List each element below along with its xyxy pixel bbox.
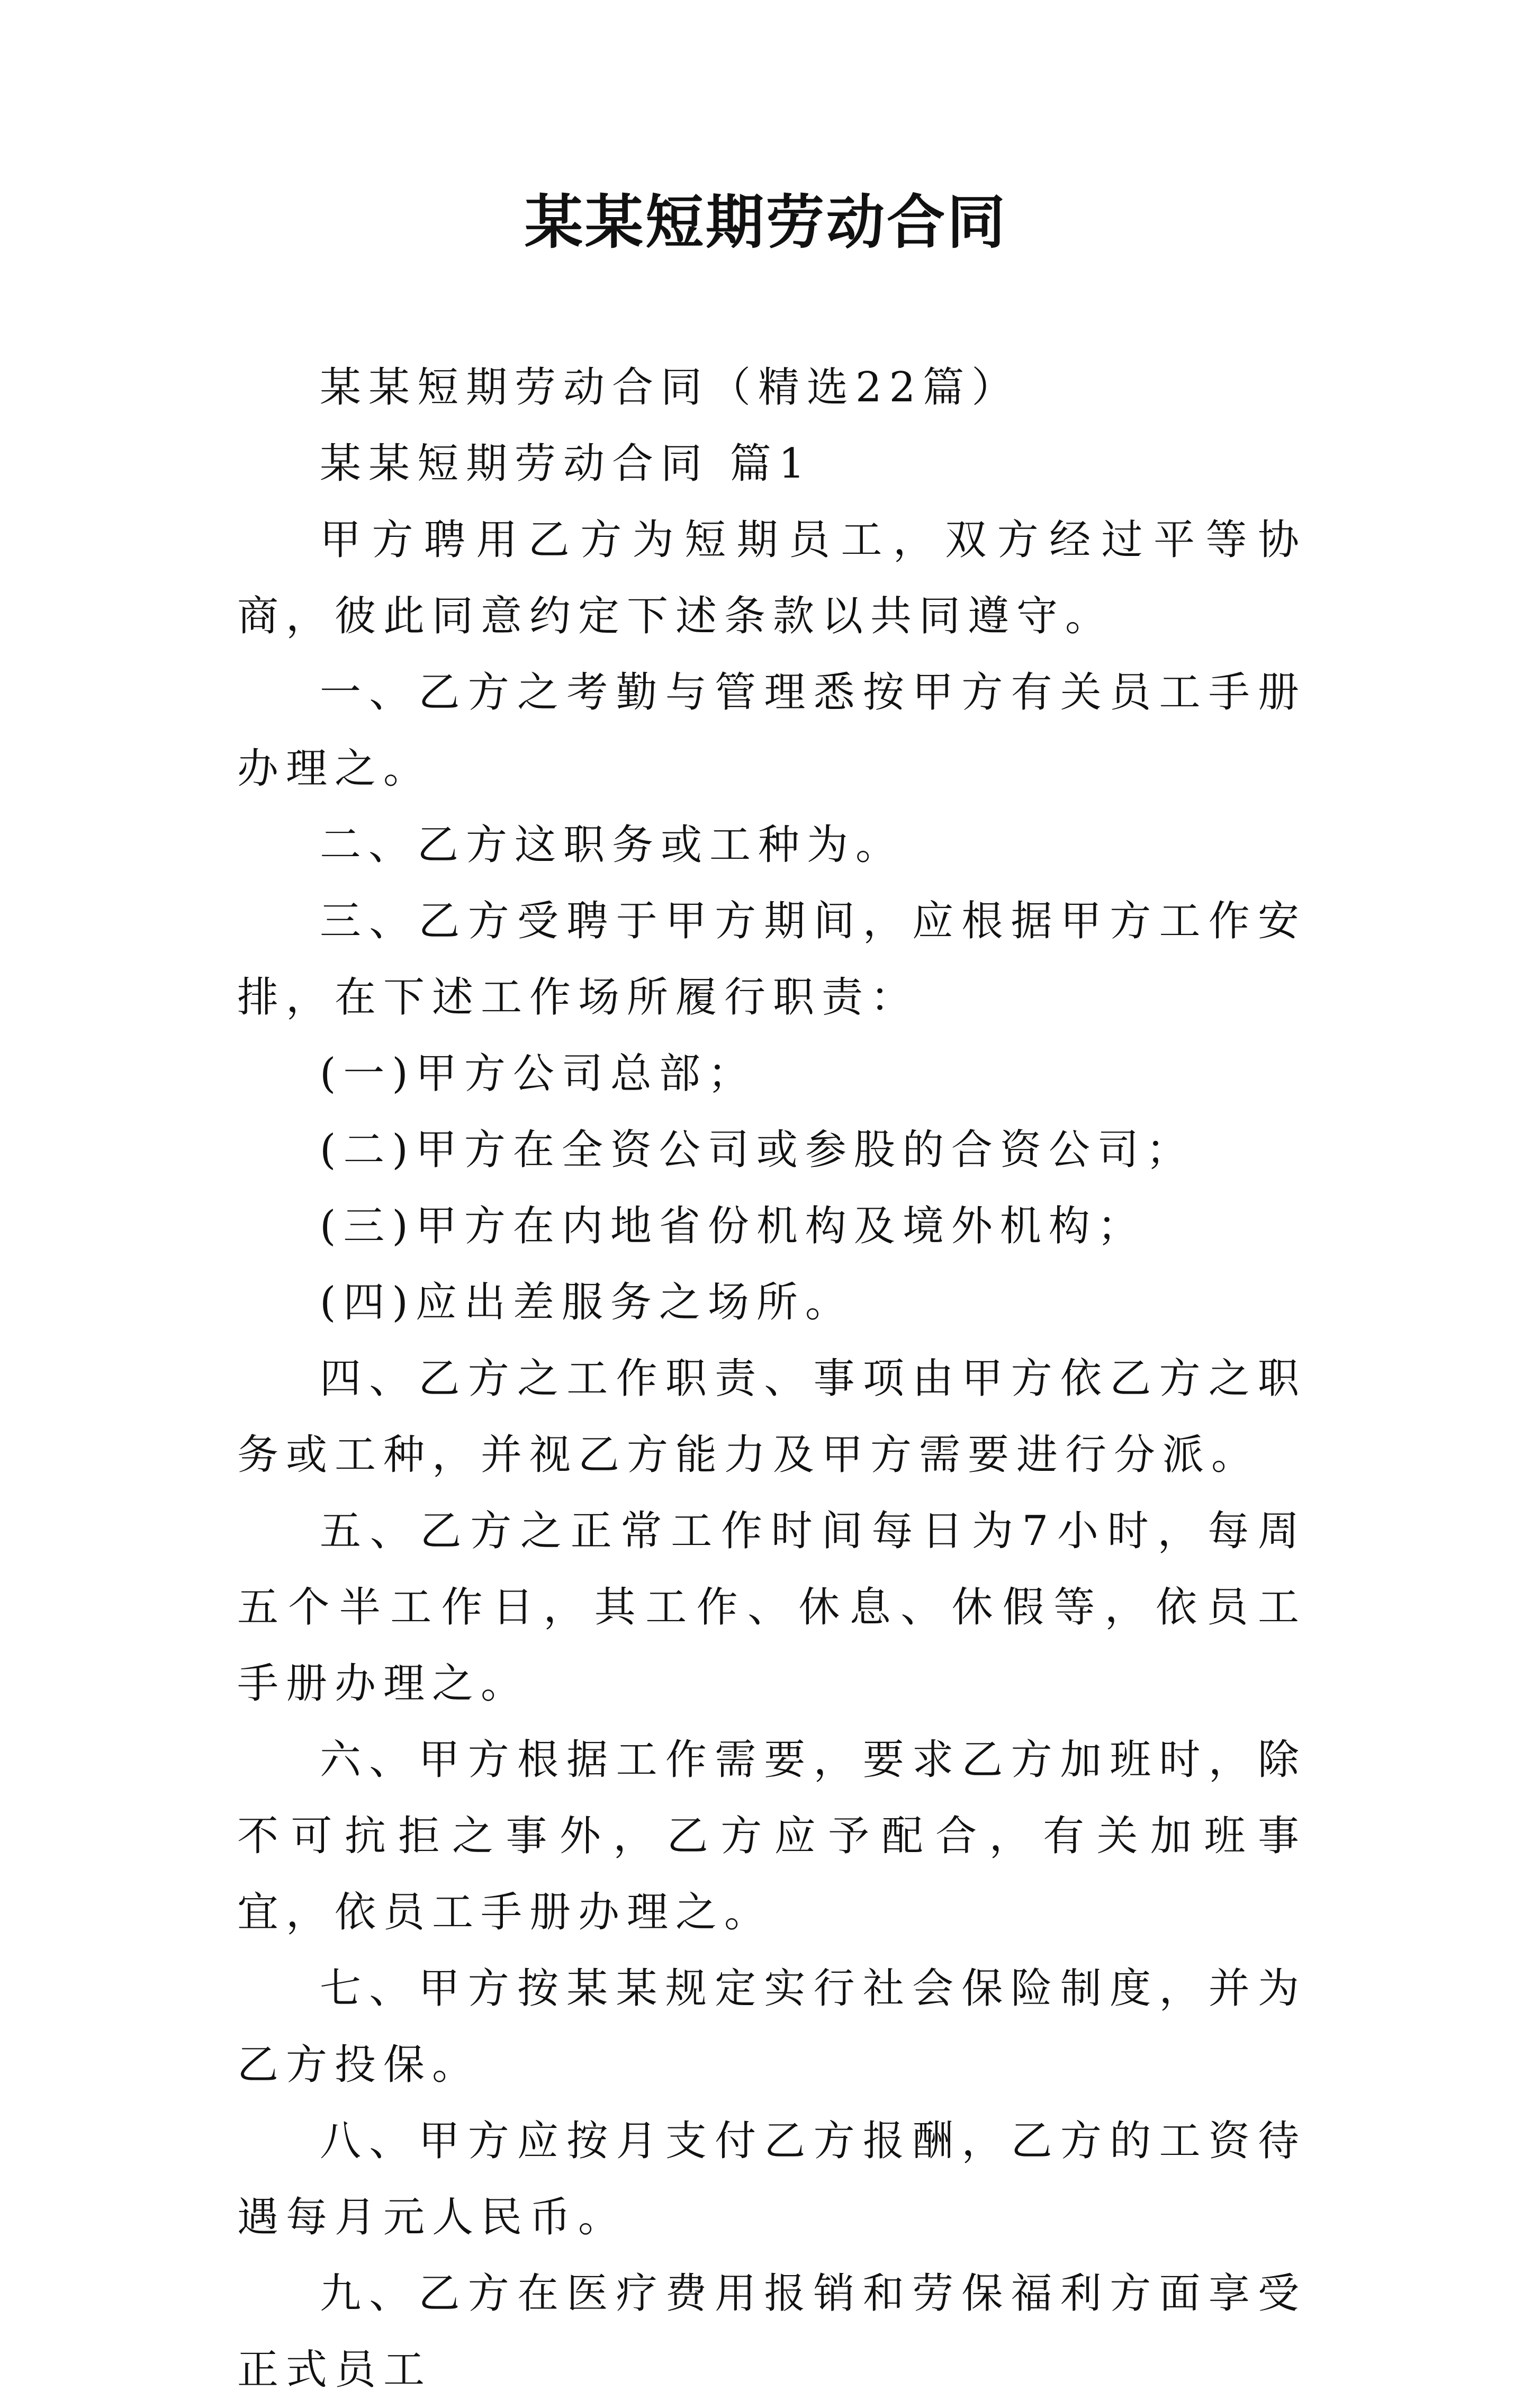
paragraph-clause-3: 三、乙方受聘于甲方期间，应根据甲方工作安排，在下述工作场所履行职责： bbox=[237, 897, 1306, 1021]
paragraph-intro: 甲方聘用乙方为短期员工，双方经过平等协商，彼此同意约定下述条款以共同遵守。 bbox=[237, 516, 1306, 640]
paragraph-clause-8: 八、甲方应按月支付乙方报酬，乙方的工资待遇每月元人民币。 bbox=[237, 2117, 1306, 2241]
paragraph-clause-5: 五、乙方之正常工作时间每日为7小时，每周五个半工作日，其工作、休息、休假等，依员工手册办理之。 bbox=[237, 1507, 1306, 1708]
paragraph-section-heading: 某某短期劳动合同 篇1 bbox=[320, 440, 813, 488]
paragraph-clause-4: 四、乙方之工作职责、事项由甲方依乙方之职务或工种，并视乙方能力及甲方需要进行分派。 bbox=[237, 1355, 1306, 1479]
paragraph-clause-3-item-4: (四)应出差服务之场所。 bbox=[320, 1279, 854, 1326]
paragraph-clause-3-item-1: (一)甲方公司总部； bbox=[320, 1050, 756, 1098]
paragraph-clause-9: 九、乙方在医疗费用报销和劳保福利方面享受正式员工 bbox=[237, 2270, 1306, 2394]
paragraph-clause-2: 二、乙方这职务或工种为。 bbox=[320, 821, 905, 869]
paragraph-subtitle: 某某短期劳动合同（精选22篇） bbox=[320, 364, 1021, 411]
paragraph-clause-3-item-3: (三)甲方在内地省份机构及境外机构； bbox=[320, 1202, 1146, 1250]
paragraph-clause-1: 一、乙方之考勤与管理悉按甲方有关员工手册办理之。 bbox=[237, 669, 1306, 793]
paragraph-clause-7: 七、甲方按某某规定实行社会保险制度，并为乙方投保。 bbox=[237, 1965, 1306, 2089]
paragraph-clause-6: 六、甲方根据工作需要，要求乙方加班时，除不可抗拒之事外，乙方应予配合，有关加班事宜，依员工手册办理之。 bbox=[237, 1736, 1306, 1936]
paragraph-clause-3-item-2: (二)甲方在全资公司或参股的合资公司； bbox=[320, 1126, 1195, 1174]
document-title: 某某短期劳动合同 bbox=[525, 188, 1007, 256]
document-body bbox=[237, 349, 1306, 2408]
